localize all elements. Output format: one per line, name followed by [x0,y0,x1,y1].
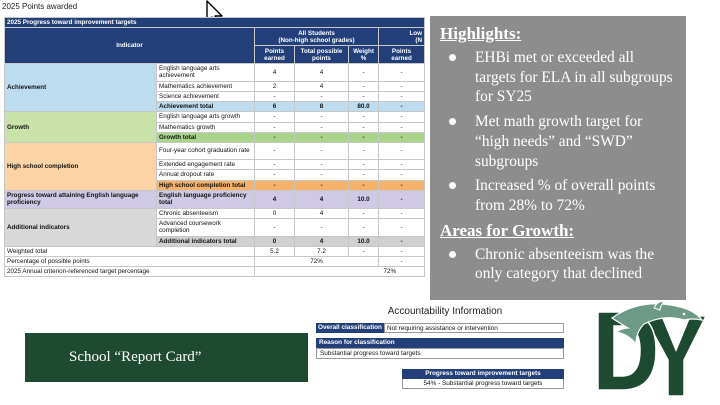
cell-value: - [295,132,349,142]
growth-list [440,245,676,284]
cell-value: - [349,143,379,160]
row-label: Growth total [157,132,255,142]
cell-value: - [379,256,425,266]
cell-value: 4 [295,81,349,91]
cell-value: - [255,170,295,180]
cell-value: - [349,180,379,190]
row-label: Advanced coursework completion [157,219,255,236]
row-label: Additional indicators total [157,236,255,246]
cell-value: - [255,132,295,142]
cell-value: 2 [255,81,295,91]
row-label: Extended engagement rate [157,160,255,170]
cell-value: 7.2 [295,246,349,256]
bullet-dot-icon [449,251,456,258]
bullet-dot-icon [449,182,456,189]
cell-value: 4 [295,64,349,81]
cell-value: 4 [295,236,349,246]
bullet-dot-icon [449,54,456,61]
cell-value: - [379,160,425,170]
row-label: Mathematics achievement [157,81,255,91]
row-label: English language proficiency total [157,190,255,208]
cell-value: - [379,190,425,208]
cell-value: - [255,91,295,101]
col-weight: Weight % [349,46,379,64]
cell-value: 4 [255,190,295,208]
reason-value: Substantial progress toward targets [316,348,564,359]
cell-value: - [349,160,379,170]
cell-value: - [295,160,349,170]
cell-value: - [349,170,379,180]
cell-value: 10.0 [349,190,379,208]
all-students-header: All Students (Non-high school grades) [255,28,379,46]
cell-value: - [379,170,425,180]
cell-value: - [349,122,379,132]
row-label: Achievement total [157,102,255,112]
cell-value: 6 [255,102,295,112]
category-additional: Additional indicators [5,208,157,246]
cell-value: - [295,122,349,132]
col-points-earned-2: Points earned [379,46,425,64]
progress-label: Progress toward improvement targets [402,369,564,379]
pct-possible-label: Percentage of possible points [5,256,255,266]
cell-value: - [255,122,295,132]
cell-value: - [295,170,349,180]
progress-table [4,17,425,277]
cell-value: - [295,219,349,236]
cell-value: 0 [255,236,295,246]
overall-label: Overall classification [318,324,382,331]
row-label: Mathematics growth [157,122,255,132]
overall-classification-row [316,323,564,333]
cell-value: - [379,91,425,101]
progress-value: 54% - Substantial progress toward targets [402,379,564,389]
cell-value: - [349,246,379,256]
cell-value: - [349,81,379,91]
cell-value: - [379,236,425,246]
category-elp: Progress toward attaining English language proficiency [5,190,157,208]
col-total-possible: Total possible points [295,46,349,64]
cell-value: - [255,160,295,170]
cell-value: - [295,180,349,190]
weighted-total-label: Weighted total [5,246,255,256]
row-label: Chronic absenteeism [157,208,255,218]
list-item: Met math growth target for “high needs” and “SWD” subgroups [440,112,676,171]
cell-value: 4 [255,64,295,81]
list-item: Increased % of overall points from 28% to 72% [440,176,676,215]
category-hs-completion: High school completion [5,143,157,191]
dolphin-dy-logo [592,298,710,400]
accountability-title: Accountability Information [387,306,503,317]
cell-value: 4 [295,208,349,218]
indicator-header: Indicator [5,28,255,64]
cell-value: 10.0 [349,236,379,246]
table-title: 2025 Progress toward improvement targets [5,18,425,28]
list-item: Chronic absenteeism was the only category that declined [440,245,676,284]
lowest-header: Low (N [379,28,425,46]
overall-value: Not requiring assistance or intervention [384,323,564,333]
cell-value: - [255,180,295,190]
cell-value: 8 [295,102,349,112]
list-item: EHBi met or exceeded all targets for ELA in all subgroups for SY25 [440,48,676,107]
highlights-title: Highlights: [440,24,522,43]
cell-value: - [349,219,379,236]
col-points-earned: Points earned [255,46,295,64]
row-label: English language arts achievement [157,64,255,81]
cell-value: - [349,112,379,122]
cell-value: - [349,208,379,218]
reason-label: Reason for classification [316,338,564,348]
cell-value: - [349,91,379,101]
cell-value: - [379,180,425,190]
page-label: 2025 Points awarded [2,2,78,11]
row-label: Four-year cohort graduation rate [157,143,255,160]
bullet-dot-icon [449,118,456,125]
cell-value: - [379,132,425,142]
cell-value: - [295,143,349,160]
cell-value: - [379,102,425,112]
cell-value: - [379,219,425,236]
cell-value: - [295,91,349,101]
annual-target-label: 2025 Annual criterion-referenced target percentage [5,267,255,277]
cell-value: 5.2 [255,246,295,256]
accountability-section [316,306,564,389]
annual-target-value: 72% [255,267,425,277]
report-card-banner: School “Report Card” [25,333,308,382]
pct-possible-value: 72% [255,256,379,266]
row-label: High school completion total [157,180,255,190]
category-achievement: Achievement [5,64,157,112]
category-growth: Growth [5,112,157,143]
cell-value: - [379,122,425,132]
cell-value: - [349,132,379,142]
cell-value: - [379,112,425,122]
cell-value: - [379,208,425,218]
cell-value: 0 [255,208,295,218]
cell-value: - [349,64,379,81]
cell-value: - [379,64,425,81]
cell-value: - [255,112,295,122]
highlights-list [440,48,676,216]
cell-value: 80.0 [349,102,379,112]
row-label: Science achievement [157,91,255,101]
cell-value: - [379,246,425,256]
cell-value: - [255,143,295,160]
growth-title: Areas for Growth: [440,220,575,240]
row-label: English language arts growth [157,112,255,122]
cell-value: - [295,112,349,122]
row-label: Annual dropout rate [157,170,255,180]
cell-value: - [379,143,425,160]
cell-value: - [255,219,295,236]
highlights-panel [430,16,686,300]
cell-value: - [379,81,425,91]
cell-value: 4 [295,190,349,208]
